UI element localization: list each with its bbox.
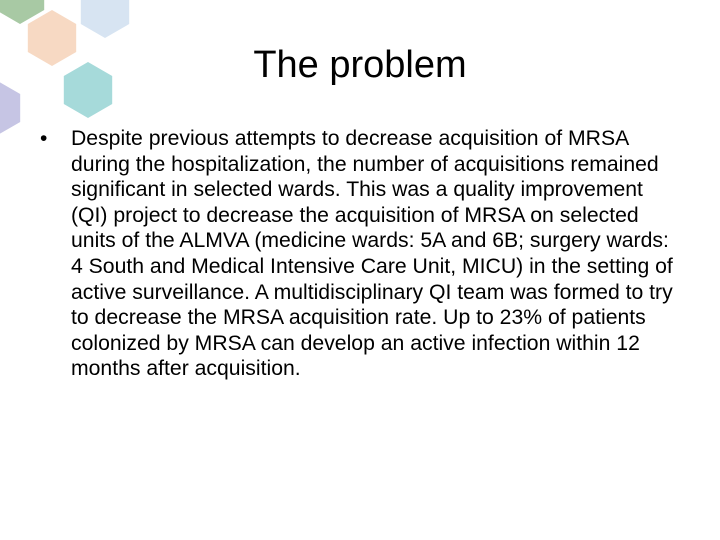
slide-title-container bbox=[0, 44, 720, 87]
bullet-list bbox=[40, 126, 680, 382]
slide-title: The problem bbox=[253, 44, 467, 86]
hex-lavender bbox=[0, 80, 20, 136]
bullet-item bbox=[40, 126, 680, 382]
hex-blue bbox=[81, 0, 129, 38]
bullet-dot-icon: • bbox=[40, 127, 48, 150]
bullet-text: Despite previous attempts to decrease acquisition of MRSA during the hospitalization, the number of acquisitions remained significant in selected wards. This was a quality improvement (QI) project to decrease the acquisition of MRSA on selected units of the ALMVA (medicine wards: 5A and 6B; surgery wards: 4 South and Medical Intensive Care Unit, MICU) in the setting of active surveillance. A multidisciplinary QI team was formed to try to decrease the MRSA acquisition rate. Up to 23% of patients colonized by MRSA can develop an active infection within 12 months after acquisition. bbox=[71, 127, 673, 381]
